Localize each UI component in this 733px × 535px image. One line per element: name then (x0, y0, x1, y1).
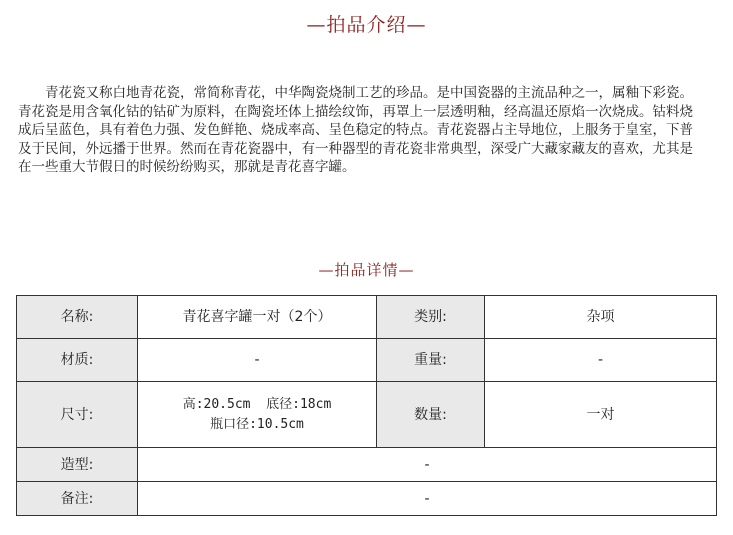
shape-label: 造型: (17, 448, 138, 482)
size-value-line1: 高:20.5cm 底径:18cm (182, 396, 332, 412)
name-value: 青花喜字罐一对（2个） (138, 296, 377, 339)
weight-value: - (485, 339, 717, 382)
name-label: 名称: (17, 296, 138, 339)
table-row (17, 339, 717, 382)
category-label: 类别: (377, 296, 485, 339)
remarks-value: - (138, 482, 717, 516)
table-row (17, 382, 717, 448)
quantity-value: 一对 (485, 382, 717, 448)
size-label: 尺寸: (17, 382, 138, 448)
table-row (17, 296, 717, 339)
details-title: —拍品详情— (318, 261, 415, 279)
quantity-label: 数量: (377, 382, 485, 448)
table-row (17, 482, 717, 516)
shape-value: - (138, 448, 717, 482)
remarks-label: 备注: (17, 482, 138, 516)
intro-title: —拍品介绍— (306, 14, 427, 36)
category-value: 杂项 (485, 296, 717, 339)
weight-label: 重量: (377, 339, 485, 382)
material-label: 材质: (17, 339, 138, 382)
size-value (138, 382, 377, 448)
material-value: - (138, 339, 377, 382)
details-table (16, 295, 717, 516)
table-row (17, 448, 717, 482)
size-value-line2: 瓶口径:10.5cm (210, 416, 304, 432)
intro-paragraph: 青花瓷又称白地青花瓷，常简称青花，中华陶瓷烧制工艺的珍品。是中国瓷器的主流品种之一，属釉下彩瓷。青花瓷是用含氧化钴的钴矿为原料，在陶瓷坯体上描绘纹饰，再罩上一层透明釉，经高温还原焰一次烧成。钴料烧成后呈蓝色，具有着色力强、发色鲜艳、烧成率高、呈色稳定的特点。青花瓷器占主导地位，上服务于皇室，下普及于民间，外远播于世界。然而在青花瓷器中，有一种器型的青花瓷非常典型，深受广大藏家藏友的喜欢，尤其是在一些重大节假日的时候纷纷购买，那就是青花喜字罐。 (18, 85, 693, 175)
